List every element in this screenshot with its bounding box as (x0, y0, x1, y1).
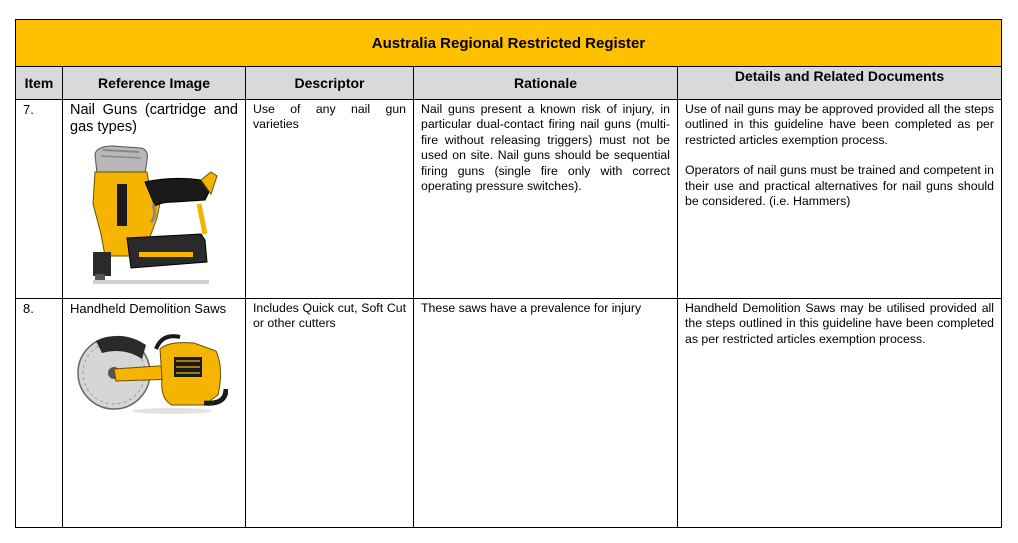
row-7-item: 7. (16, 100, 63, 299)
register-title (16, 20, 1001, 67)
header-item: Item (16, 67, 63, 100)
row-8-details: Handheld Demolition Saws may be utilised provided all the steps outlined in this guideline have been completed as per restricted articles exemption process. (685, 301, 994, 346)
row-7-reference (63, 100, 246, 299)
header-rationale: Rationale (414, 67, 678, 100)
restricted-register-table (15, 19, 1002, 528)
row-8-reference (63, 299, 246, 527)
header-reference-image: Reference Image (63, 67, 246, 100)
nail-gun-icon (83, 144, 227, 290)
svg-text:DEWALT: DEWALT (132, 175, 139, 205)
demolition-saw-icon (76, 329, 228, 415)
row-7-descriptor: Use of any nail gun varieties (246, 100, 414, 299)
row-7-rationale: Nail guns present a known risk of injury, in particular dual-contact firing nail guns (multi-fire without releasing triggers) must not be used on site. Nail guns should be sequential firing guns (single fire only with correct operating pressure switches). (414, 100, 678, 299)
row-8-reference-title: Handheld Demolition Saws (70, 301, 227, 316)
row-8-descriptor: Includes Quick cut, Soft Cut or other cutters (246, 299, 414, 527)
row-7-details: Use of nail guns may be approved provided all the steps outlined in this guideline have been completed as per restricted articles exemption process. Operators of nail guns must be trained and competent in their use and practical alternatives for nail guns should be considered. (i.e. Hammers) (678, 100, 1001, 299)
header-details: Details and Related Documents (678, 67, 1001, 100)
register-title-text: Australia Regional Restricted Register (371, 34, 646, 52)
header-descriptor: Descriptor (246, 67, 414, 100)
row-7-reference-title: Nail Guns (cartridge and gas types) (70, 102, 238, 135)
row-8-item: 8. (16, 299, 63, 527)
nail-gun-brand-label (117, 184, 127, 226)
row-8-rationale: These saws have a prevalence for injury (414, 299, 678, 527)
